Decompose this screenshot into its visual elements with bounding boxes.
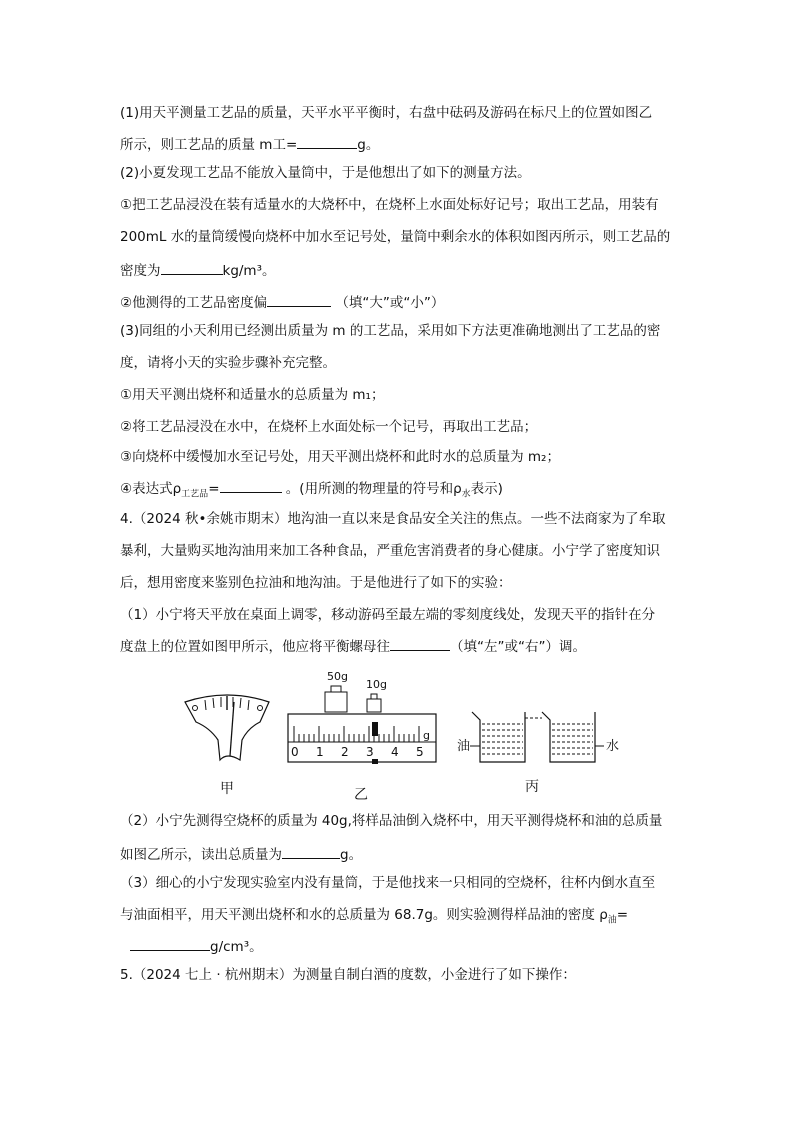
rider [372,722,378,736]
text-line: ③向烧杯中缓慢加水至记号处，用天平测出烧杯和此时水的总质量为 m₂； [120,449,560,465]
tick-label: 2 [341,745,349,759]
text-line: 如图乙所示，读出总质量为 g。 [120,844,362,864]
text-line: 与油面相平，用天平测出烧杯和水的总质量为 68.7g。则实验测得样品油的密度 $\rho_油=$ [120,907,629,926]
tick-label: 5 [416,745,424,759]
weight-10-label: 10g [366,678,387,691]
answer-blank[interactable] [282,844,340,859]
answer-blank[interactable] [297,134,357,149]
weight-50-label: 50g [327,670,348,683]
text-line: 度盘上的位置如图甲所示，他应将平衡螺母往 （填“左”或“右”）调。 [120,636,586,656]
question-5-title: 5.（2024 七上 · 杭州期末）为测量自制白酒的度数，小金进行了如下操作： [120,967,576,983]
scale-unit: g [423,729,430,742]
pointer [230,702,234,756]
question-4-title: 4.（2024 秋•余姚市期末）地沟油一直以来是食品安全关注的焦点。一些不法商家为了牟取 [120,511,666,527]
text-line: (1)用天平测量工艺品的质量，天平水平平衡时，右盘中砝码及游码在标尺上的位置如图乙 [120,105,653,121]
answer-blank[interactable] [130,936,210,951]
answer-blank[interactable] [161,260,223,275]
text-line: ②他测得的工艺品密度偏 （填“大”或“小”） [120,292,444,312]
answer-blank[interactable] [390,636,450,651]
answer-blank[interactable] [220,478,282,493]
text-line: ②将工艺品浸没在水中，在烧杯上水面处标一个记号，再取出工艺品； [120,419,538,435]
text-line: (2)小夏发现工艺品不能放入量筒中，于是他想出了如下的测量方法。 [120,165,531,181]
text-line: g/cm³。 [120,936,263,956]
text-line: （3）细心的小宁发现实验室内没有量筒，于是他找来一只相同的空烧杯，往杯内倒水直至 [120,875,656,891]
caption-bing: 丙 [525,779,539,795]
text-line: （2）小宁先测得空烧杯的质量为 40g,将样品油倒入烧杯中，用天平测得烧杯和油的总质量 [120,813,663,829]
text-line: ①用天平测出烧杯和适量水的总质量为 m₁； [120,387,385,403]
tick-label: 0 [291,745,299,759]
text-line: 度，请将小天的实验步骤补充完整。 [120,355,336,371]
text-line: 200mL 水的量筒缓慢向烧杯中加水至记号处，量筒中剩余水的体积如图丙所示，则工艺品的 [120,229,671,245]
text-line: 后，想用密度来鉴别色拉油和地沟油。于是他进行了如下的实验： [120,575,512,591]
oil-label: 油 [457,739,471,754]
text-line: ④表达式$\rho_{工艺品}=$ 。(用所测的物理量的符号和$\rho_水$表示) [120,478,503,504]
text-line: ①把工艺品浸没在装有适量水的大烧杯中，在烧杯上水面处标好记号；取出工艺品，用装有 [120,197,659,213]
text-line: 密度为 kg/m³。 [120,260,276,280]
text-line: （1）小宁将天平放在桌面上调零，移动游码至最左端的零刻度线处，发现天平的指针在分 [120,607,656,623]
text-line: 所示，则工艺品的质量 m工= g。 [120,134,379,154]
beakers [457,712,619,762]
water-label: 水 [606,739,620,754]
weights [325,670,387,712]
figure-svg [170,660,630,810]
experiment-figure [170,660,630,810]
tick-label: 4 [391,745,399,759]
scale-ruler [288,714,436,764]
tick-label: 1 [316,745,324,759]
balance-dial [185,695,269,760]
caption-yi: 乙 [354,787,368,803]
text-line: (3)同组的小天利用已经测出质量为 m 的工艺品，采用如下方法更准确地测出了工艺品的密 [120,323,661,339]
caption-jia: 甲 [220,781,234,797]
tick-label: 3 [366,745,374,759]
text-line: 暴利，大量购买地沟油用来加工各种食品，严重危害消费者的身心健康。小宁学了密度知识 [120,543,660,559]
answer-blank[interactable] [267,292,331,307]
